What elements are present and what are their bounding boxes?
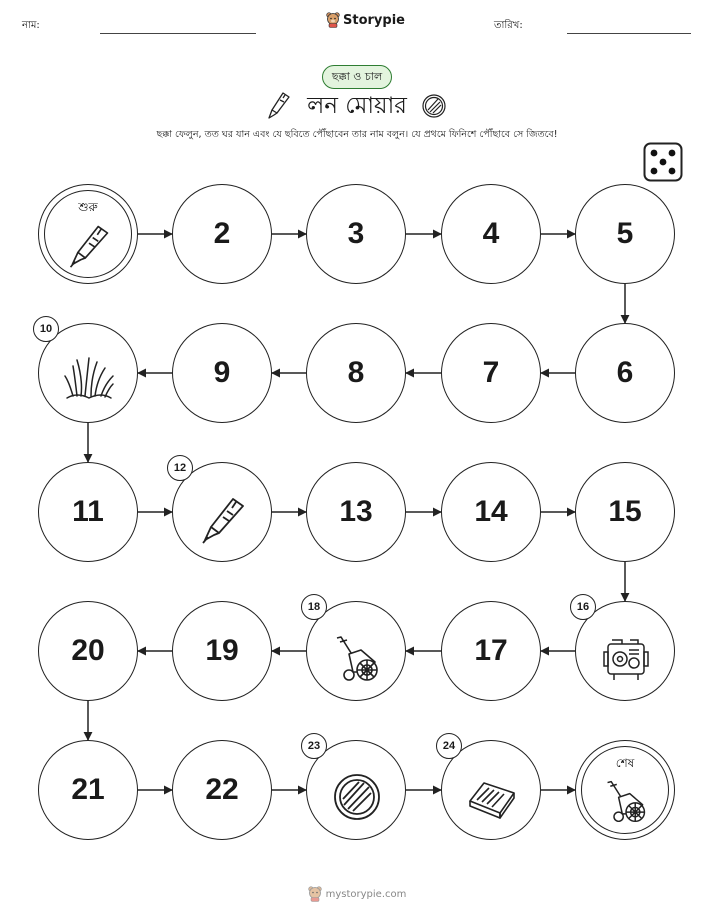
cell-number: 20 <box>71 634 105 667</box>
date-label: তারিখ: <box>494 20 523 31</box>
grass-icon <box>63 354 115 406</box>
trimmer-icon <box>197 493 249 545</box>
board-cell-2[interactable] <box>172 184 272 284</box>
cell-number-badge: 12 <box>167 455 193 481</box>
board-cell-17[interactable] <box>441 601 541 701</box>
brand-name: Storypie <box>343 12 405 28</box>
cell-number-badge: 10 <box>33 316 59 342</box>
cell-number-badge: 16 <box>570 594 596 620</box>
cell-number: 22 <box>205 773 239 806</box>
start-label: শুরু <box>78 200 98 214</box>
cell-number: 8 <box>347 356 365 389</box>
footer-site: mystorypie.com <box>325 888 407 900</box>
lawn-mower-icon <box>602 777 650 825</box>
bear-icon <box>308 886 322 902</box>
cell-number: 7 <box>482 356 500 389</box>
cell-number: 11 <box>72 495 104 528</box>
board-cell-15[interactable] <box>575 462 675 562</box>
board-cell-3[interactable] <box>306 184 406 284</box>
board-cell-10[interactable] <box>38 323 138 423</box>
cell-number-badge: 18 <box>301 594 327 620</box>
cell-number: 6 <box>616 356 634 389</box>
board-cell-7[interactable] <box>441 323 541 423</box>
cell-number: 15 <box>608 495 642 528</box>
cell-number-badge: 24 <box>436 733 462 759</box>
cell-number: 14 <box>474 495 508 528</box>
board-cell-16[interactable] <box>575 601 675 701</box>
board-cell-13[interactable] <box>306 462 406 562</box>
footer <box>0 886 714 902</box>
cell-number: 4 <box>482 217 500 250</box>
board-cell-22[interactable] <box>172 740 272 840</box>
board-cell-4[interactable] <box>441 184 541 284</box>
board-cell-6[interactable] <box>575 323 675 423</box>
name-label: নাম: <box>22 20 40 31</box>
board-cell-5[interactable] <box>575 184 675 284</box>
trimmer-icon <box>65 221 113 269</box>
cell-number: 19 <box>205 634 239 667</box>
page-title: লন মোয়ার <box>307 92 407 119</box>
lawn-mower-icon <box>331 632 383 684</box>
board-cell-start[interactable] <box>38 184 138 284</box>
board-cell-21[interactable] <box>38 740 138 840</box>
board-cell-18[interactable] <box>306 601 406 701</box>
board-cell-19[interactable] <box>172 601 272 701</box>
board-cell-12[interactable] <box>172 462 272 562</box>
board-cell-14[interactable] <box>441 462 541 562</box>
cell-number: 9 <box>213 356 231 389</box>
board-cell-finish[interactable] <box>575 740 675 840</box>
board-cell-11[interactable] <box>38 462 138 562</box>
cell-number: 17 <box>474 634 508 667</box>
cell-number-badge: 23 <box>301 733 327 759</box>
board-cell-20[interactable] <box>38 601 138 701</box>
instructions: ছক্কা ফেলুন, তত ঘর যান এবং যে ছবিতে পৌঁছাবেন তার নাম বলুন। যে প্রথমে ফিনিশে পৌঁছাবে সে জিতবে! <box>156 129 558 140</box>
cell-number: 21 <box>71 773 105 806</box>
grass-mat-icon <box>466 771 518 823</box>
engine-icon <box>600 632 652 684</box>
cell-number: 5 <box>616 217 634 250</box>
board-cell-24[interactable] <box>441 740 541 840</box>
cell-number: 2 <box>213 217 231 250</box>
board-cell-9[interactable] <box>172 323 272 423</box>
game-type-tag: ছক্কা ও চাল <box>322 65 392 89</box>
cell-number: 13 <box>339 495 373 528</box>
wood-log-icon <box>331 771 383 823</box>
board-cell-8[interactable] <box>306 323 406 423</box>
board-cell-23[interactable] <box>306 740 406 840</box>
finish-label: শেষ <box>615 756 635 770</box>
cell-number: 3 <box>347 217 365 250</box>
